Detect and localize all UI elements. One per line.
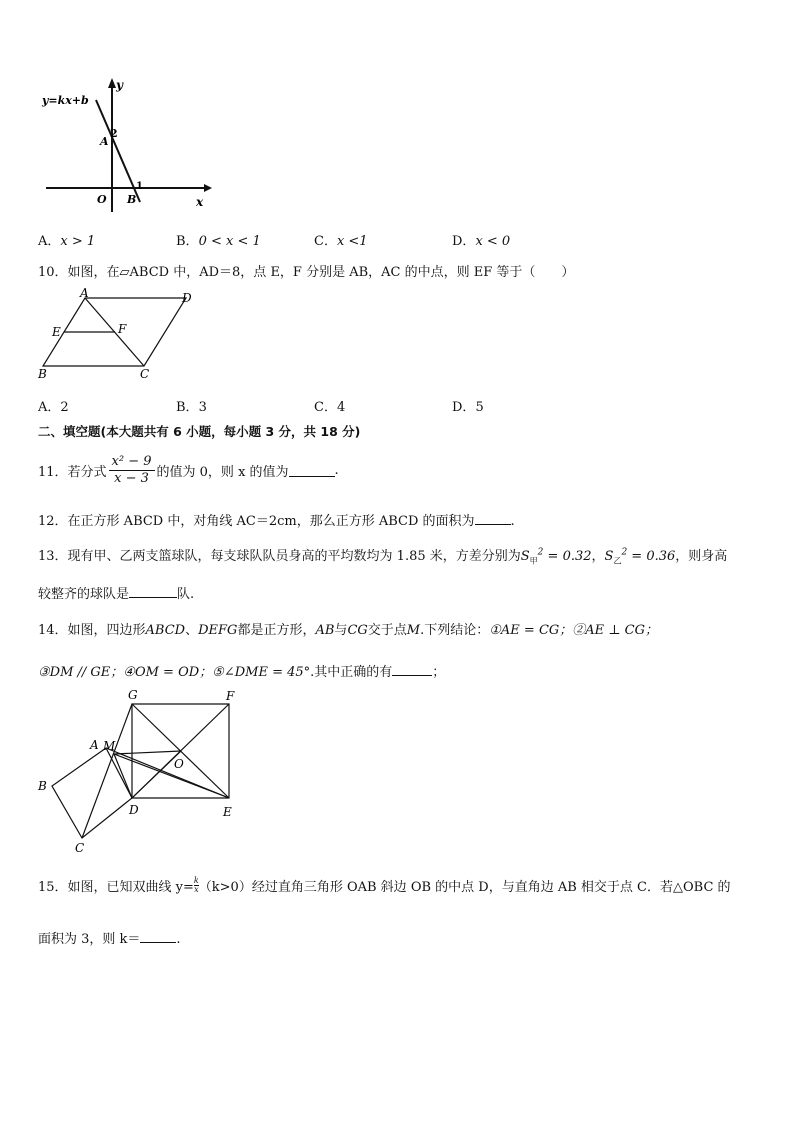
point-a-label: A: [100, 135, 109, 148]
q11-answer-blank[interactable]: [289, 464, 335, 477]
point-f: F: [118, 322, 127, 336]
q12-answer-blank[interactable]: [475, 512, 511, 525]
vertex-d: D: [129, 803, 139, 817]
q10-option-c[interactable]: C．4: [314, 400, 346, 415]
q15-line-1: 15．如图，已知双曲线 y= $\frac{k}{x}$ （k>0）经过直角三角形 OAB 斜边 OB 的中点 D，与直角边 AB 相交于点 C．若△OBC 的: [38, 876, 731, 895]
q15-fraction: $\frac{k}{x}$: [193, 876, 199, 894]
q9-option-b[interactable]: B．0 < x < 1: [176, 234, 261, 249]
point-o: O: [174, 757, 184, 771]
q13-answer-blank[interactable]: [129, 585, 177, 598]
line-label: y=kx+b: [42, 94, 89, 107]
q11-fraction: $\frac{\text{x² − 9}}{x - 3}$: [109, 454, 155, 487]
q14-line-2: ③DM // GE；④OM = OD；⑤∠DME = 45°.其中正确的有 ；: [38, 665, 446, 680]
vertex-b: B: [38, 779, 47, 793]
q10-option-d[interactable]: D．5: [452, 400, 484, 415]
kx-b-line: [96, 100, 140, 202]
vertex-f: F: [226, 689, 235, 703]
q10-parallelogram-figure: [36, 288, 206, 383]
q13-line-1: 13．现有甲、乙两支篮球队，每支球队队员身高的平均数均为 1.85 米，方差分别为$S_甲^2 = 0.32$，$S_乙^2 = 0.36$，则身高: [38, 547, 728, 566]
segment-mo: [114, 751, 181, 754]
q9-graph: [38, 72, 218, 217]
x-axis-label: x: [196, 195, 204, 209]
q11: 11．若分式 $\frac{\text{x² − 9}}{x - 3}$ 的值为 0，则 x 的值为 .: [38, 453, 339, 486]
q9-option-c[interactable]: C．x <1: [314, 234, 368, 249]
origin-label: O: [97, 193, 107, 206]
q15-line-2: 面积为 3，则 k＝ .: [38, 932, 181, 947]
y-axis-label: y: [116, 78, 123, 92]
q9-options: [38, 230, 598, 248]
q9-option-d[interactable]: D．x < 0: [452, 234, 511, 249]
point-e: E: [52, 325, 61, 339]
vertex-g: G: [128, 688, 138, 702]
q14-answer-blank[interactable]: [392, 663, 432, 676]
q10-stem: 10．如图，在▱ABCD 中，AD＝8，点 E，F 分别是 AB，AC 的中点，则 EF 等于（ ）: [38, 265, 575, 280]
q10-option-a[interactable]: A．2: [38, 400, 69, 415]
q15-answer-blank[interactable]: [140, 930, 176, 943]
segment-md: [114, 754, 132, 798]
vertex-a: A: [90, 738, 99, 752]
q14-squares-figure: [34, 686, 244, 856]
point-b-label: B: [127, 193, 137, 206]
vertex-d: D: [182, 291, 192, 305]
section-heading-fill-in: 二、填空题(本大题共有 6 小题，每小题 3 分，共 18 分): [38, 424, 361, 439]
tick-1-label: 1: [136, 181, 143, 192]
q12: 12．在正方形 ABCD 中，对角线 AC＝2cm，那么正方形 ABCD 的面积为 .: [38, 514, 515, 529]
vertex-a: A: [80, 288, 89, 300]
y-axis-arrow: [108, 78, 116, 88]
vertex-c: C: [140, 367, 150, 381]
q9-option-a[interactable]: A．x > 1: [38, 234, 96, 249]
tick-2-label: 2: [110, 127, 118, 140]
x-axis-arrow: [204, 184, 212, 192]
vertex-e: E: [223, 805, 232, 819]
vertex-b: B: [38, 367, 47, 381]
q10-options: [38, 396, 598, 414]
vertex-c: C: [75, 841, 85, 855]
q13-line-2: 较整齐的球队是 队.: [38, 587, 195, 602]
square-abcd: [52, 748, 132, 838]
q10-option-b[interactable]: B．3: [176, 400, 207, 415]
q14-line-1: 14．如图，四边形ABCD、DEFG都是正方形，AB与CG交于点M.下列结论：①AE = CG；②AE ⊥ CG；: [38, 623, 658, 638]
point-m: M: [103, 739, 116, 753]
